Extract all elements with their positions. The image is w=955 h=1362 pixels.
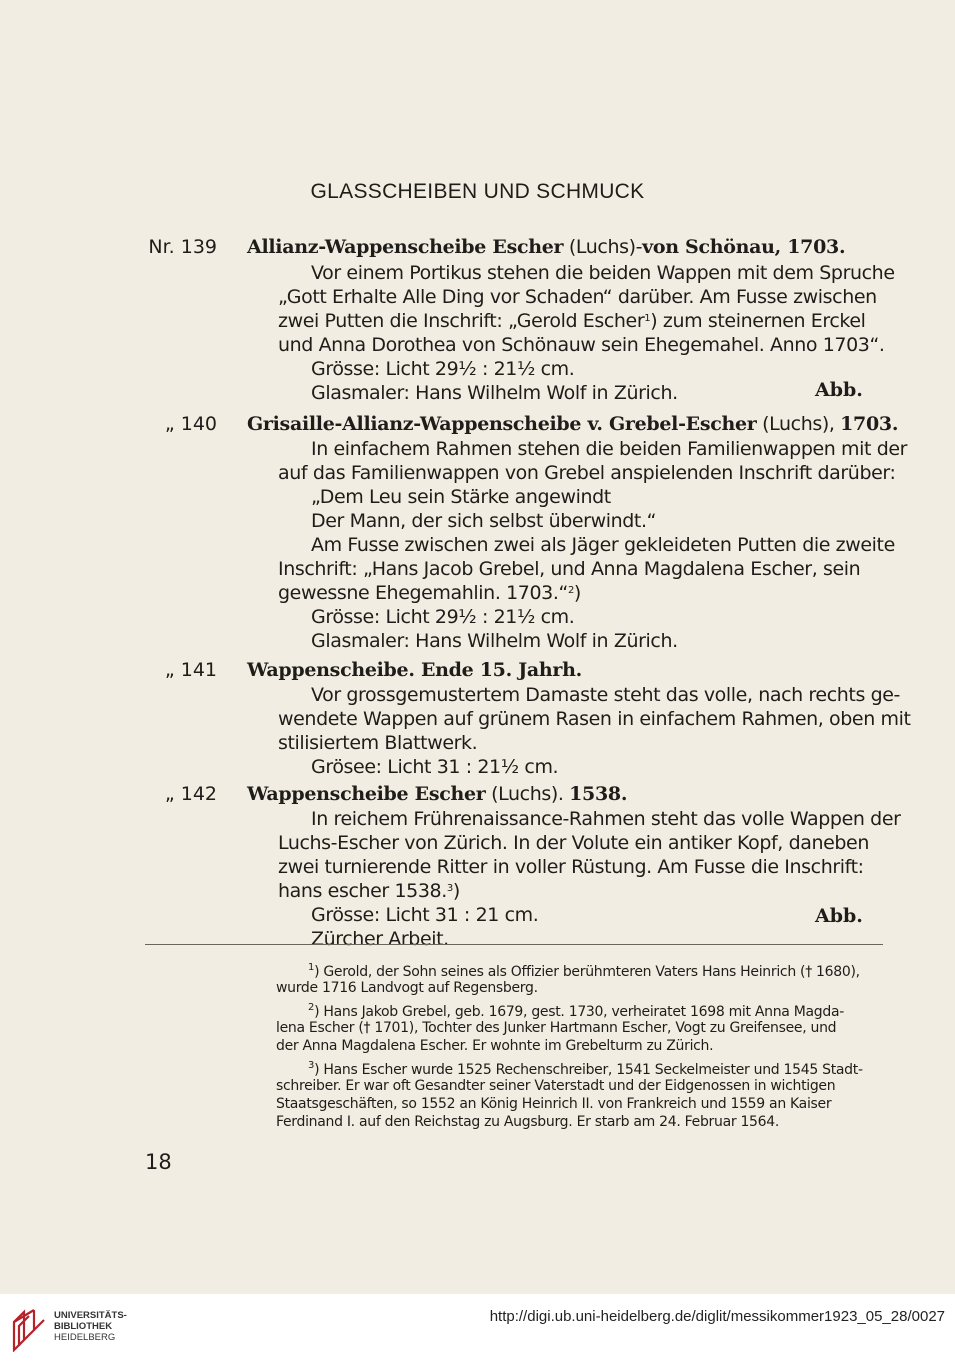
- entry-text-line: hans escher 1538.$^3$): [278, 880, 460, 902]
- illustration-marker: Abb.: [815, 905, 863, 927]
- entry-text-line: wendete Wappen auf grünem Rasen in einfachem Rahmen, oben mit: [278, 708, 911, 730]
- entry-text-line: „Dem Leu sein Stärke angewindt: [311, 486, 611, 508]
- library-footer: [0, 1294, 955, 1362]
- footnote-ref: 1: [644, 313, 651, 324]
- entry-text-line: Grösse: Licht 31 : 21 cm.: [311, 904, 539, 926]
- entry-text-line: Glasmaler: Hans Wilhelm Wolf in Zürich.: [311, 630, 678, 652]
- entry-text-line: In reichem Frührenaissance-Rahmen steht das volle Wappen der: [311, 808, 901, 830]
- entry-heading: [247, 413, 898, 435]
- footnote-line: wurde 1716 Landvogt auf Regensberg.: [276, 980, 538, 996]
- entry-text-line: gewessne Ehegemahlin. 1703.“$^2$): [278, 582, 581, 604]
- entry-number: „ 142: [164, 783, 217, 805]
- footnote-separator: [145, 944, 883, 945]
- footnote-ref: 2: [567, 585, 574, 596]
- entry-text-line: Luchs-Escher von Zürich. In der Volute ein antiker Kopf, daneben: [278, 832, 869, 854]
- heading-bold: Grisaille-Allianz-Wappenscheibe v. Grebel-Escher: [247, 413, 757, 435]
- heading-bold: Wappenscheibe Escher: [247, 783, 486, 805]
- entry-text-line: und Anna Dorothea von Schönauw sein Ehegemahel. Anno 1703“.: [278, 334, 885, 356]
- heading-normal: (Luchs)-: [563, 236, 643, 258]
- footnote-line: lena Escher († 1701), Tochter des Junker Hartmann Escher, Vogt zu Greifensee, und: [276, 1020, 837, 1036]
- footnote-line: Ferdinand I. auf den Reichstag zu Augsburg. Er starb am 24. Februar 1564.: [276, 1114, 780, 1130]
- entry-text-line: Am Fusse zwischen zwei als Jäger gekleideten Putten die zweite: [311, 534, 895, 556]
- footnote-line: der Anna Magdalena Escher. Er wohnte im Grebelturm zu Zürich.: [276, 1038, 714, 1054]
- entry-text-line: Vor grossgemustertem Damaste steht das volle, nach rechts ge-: [311, 684, 900, 706]
- entry-number: „ 141: [164, 659, 217, 681]
- entry-text-line: Grösee: Licht 31 : 21½ cm.: [311, 756, 559, 778]
- page-number: 18: [145, 1150, 172, 1174]
- entry-number: Nr. 139: [148, 236, 217, 258]
- heading-bold: Allianz-Wappenscheibe Escher: [247, 236, 564, 258]
- source-url[interactable]: http://digi.ub.uni-heidelberg.de/diglit/messikommer1923_05_28/0027: [489, 1308, 945, 1325]
- heading-bold: Wappenscheibe. Ende 15. Jahrh.: [247, 659, 582, 681]
- entry-text-line: Glasmaler: Hans Wilhelm Wolf in Zürich.: [311, 382, 678, 404]
- footnote-marker: 1: [308, 962, 315, 973]
- entry-heading: [247, 783, 627, 805]
- entry-text-line: zwei turnierende Ritter in voller Rüstung. Am Fusse die Inschrift:: [278, 856, 864, 878]
- footnote-line: $^1$) Gerold, der Sohn seines als Offizier berühmteren Vaters Hans Heinrich († 1680),: [308, 962, 860, 980]
- footnote-marker: 3: [308, 1060, 315, 1071]
- entry-text-line: Der Mann, der sich selbst überwindt.“: [311, 510, 657, 532]
- heading-date: von Schönau, 1703.: [642, 236, 846, 258]
- illustration-marker: Abb.: [815, 379, 863, 401]
- heading-normal: (Luchs),: [756, 413, 841, 435]
- entry-text-line: Zürcher Arbeit.: [311, 928, 449, 950]
- entry-text-line: Vor einem Portikus stehen die beiden Wappen mit dem Spruche: [311, 262, 895, 284]
- entry-text-line: In einfachem Rahmen stehen die beiden Familienwappen mit der: [311, 438, 908, 460]
- entry-heading: [247, 236, 845, 258]
- footnote-line: Staatsgeschäften, so 1552 an König Heinrich II. von Frankreich und 1559 an Kaiser: [276, 1096, 832, 1112]
- entry-text-line: stilisiertem Blattwerk.: [278, 732, 478, 754]
- page-title: GLASSCHEIBEN UND SCHMUCK: [310, 180, 645, 203]
- footnote-line: $^2$) Hans Jakob Grebel, geb. 1679, gest. 1730, verheiratet 1698 mit Anna Magda-: [308, 1002, 844, 1020]
- heading-normal: (Luchs).: [485, 783, 570, 805]
- entry-text-line: „Gott Erhalte Alle Ding vor Schaden“ darüber. Am Fusse zwischen: [278, 286, 877, 308]
- footnote-line: $^3$) Hans Escher wurde 1525 Rechenschreiber, 1541 Seckelmeister und 1545 Stadt-: [308, 1060, 863, 1078]
- entry-text-line: auf das Familienwappen von Grebel anspielenden Inschrift darüber:: [278, 462, 896, 484]
- entry-number: „ 140: [164, 413, 217, 435]
- heading-date: 1703.: [840, 413, 899, 435]
- library-logo-icon: [10, 1306, 50, 1352]
- entry-text-line: zwei Putten die Inschrift: „Gerold Escher$^1$) zum steinernen Erckel: [278, 310, 866, 332]
- footnote-marker: 2: [308, 1002, 315, 1013]
- library-name: UNIVERSITÄTS- BIBLIOTHEK HEIDELBERG: [54, 1310, 127, 1343]
- entry-text-line: Grösse: Licht 29½ : 21½ cm.: [311, 606, 575, 628]
- footnote-line: schreiber. Er war oft Gesandter seiner Vaterstadt und der Eidgenossen in wichtigen: [276, 1078, 836, 1094]
- entry-text-line: Inschrift: „Hans Jacob Grebel, und Anna Magdalena Escher, sein: [278, 558, 861, 580]
- heading-date: 1538.: [569, 783, 628, 805]
- entry-heading: [247, 659, 582, 681]
- footnote-ref: 3: [446, 883, 453, 894]
- entry-text-line: Grösse: Licht 29½ : 21½ cm.: [311, 358, 575, 380]
